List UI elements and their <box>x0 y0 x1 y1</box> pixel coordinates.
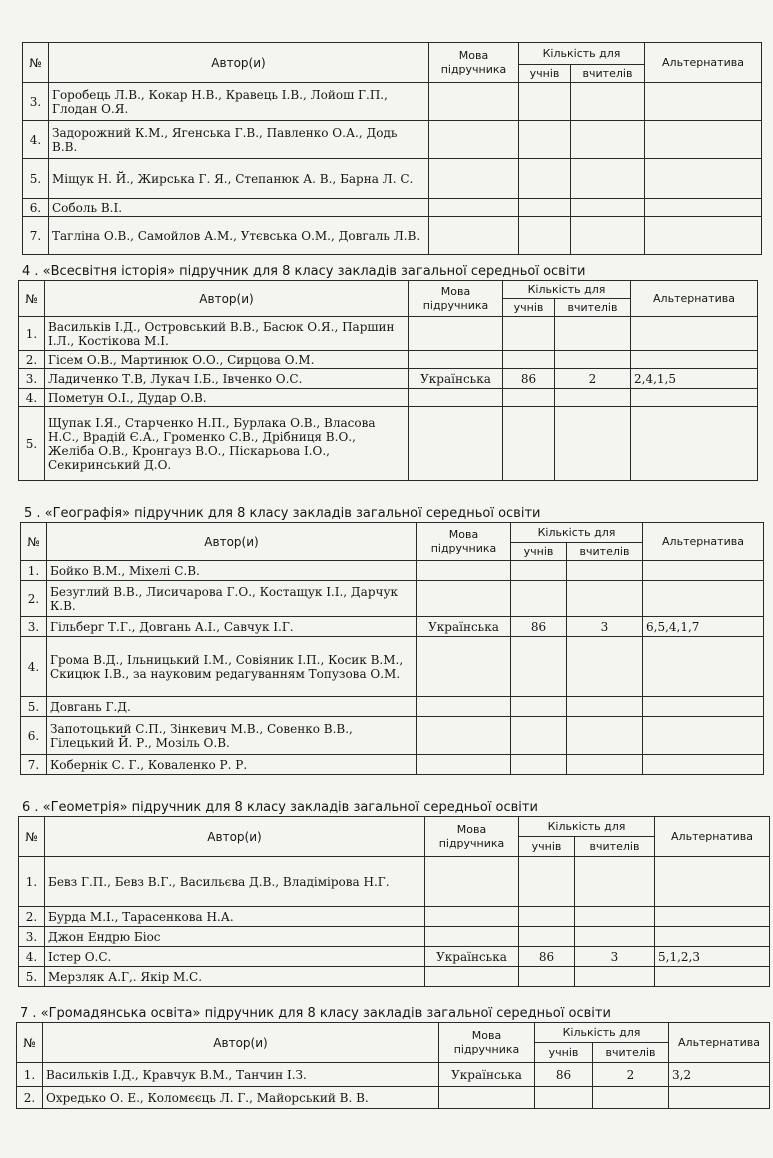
row-teachers <box>567 717 643 755</box>
header-teachers: вчителів <box>575 837 655 857</box>
header-count: Кількість для <box>535 1023 669 1043</box>
row-authors: Істер О.С. <box>45 947 425 967</box>
row-alt <box>645 83 762 121</box>
row-authors: Васильків І.Д., Островський В.В., Басюк О.Я., Паршин І.Л., Костікова М.І. <box>45 317 409 351</box>
row-lang <box>417 561 511 581</box>
row-alt <box>643 755 764 775</box>
table-row <box>19 907 770 927</box>
table-row <box>23 159 762 199</box>
row-teachers <box>571 83 645 121</box>
row-number: 1. <box>21 561 47 581</box>
row-teachers <box>571 199 645 217</box>
row-alt: 2,4,1,5 <box>631 369 758 389</box>
row-authors: Довгань Г.Д. <box>47 697 417 717</box>
row-lang <box>429 199 519 217</box>
row-pupils <box>503 317 555 351</box>
row-alt <box>643 697 764 717</box>
row-pupils: 86 <box>511 617 567 637</box>
row-alt <box>655 967 770 987</box>
row-authors: Соболь В.І. <box>49 199 429 217</box>
table-row <box>23 83 762 121</box>
row-lang <box>417 697 511 717</box>
row-authors: Тагліна О.В., Самойлов А.М., Утєвська О.М., Довгаль Л.В. <box>49 217 429 255</box>
table-row <box>19 927 770 947</box>
row-alt <box>643 637 764 697</box>
row-authors: Гільберг Т.Г., Довгань А.І., Савчук І.Г. <box>47 617 417 637</box>
row-teachers <box>575 857 655 907</box>
row-teachers <box>575 927 655 947</box>
table-row <box>23 217 762 255</box>
row-teachers: 2 <box>593 1063 669 1087</box>
row-number: 3. <box>23 83 49 121</box>
row-pupils <box>519 159 571 199</box>
header-num: № <box>19 281 45 317</box>
row-number: 2. <box>19 907 45 927</box>
header-author: Автор(и) <box>49 43 429 83</box>
table-row <box>21 617 764 637</box>
row-alt <box>631 407 758 481</box>
row-alt: 5,1,2,3 <box>655 947 770 967</box>
header-num: № <box>17 1023 43 1063</box>
row-teachers <box>555 317 631 351</box>
row-lang: Українська <box>409 369 503 389</box>
row-authors: Мерзляк А.Г,. Якір М.С. <box>45 967 425 987</box>
row-teachers: 2 <box>555 369 631 389</box>
row-authors: Пометун О.І., Дудар О.В. <box>45 389 409 407</box>
row-pupils: 86 <box>535 1063 593 1087</box>
row-pupils <box>511 581 567 617</box>
row-number: 6. <box>23 199 49 217</box>
header-alt: Альтернатива <box>645 43 762 83</box>
row-lang <box>417 581 511 617</box>
table-row <box>19 407 758 481</box>
row-pupils <box>535 1087 593 1109</box>
header-lang: Мова підручника <box>429 43 519 83</box>
row-number: 3. <box>19 927 45 947</box>
row-number: 6. <box>21 717 47 755</box>
row-number: 4. <box>19 947 45 967</box>
row-lang: Українська <box>417 617 511 637</box>
row-authors: Бурда М.І., Тарасенкова Н.А. <box>45 907 425 927</box>
row-pupils <box>519 907 575 927</box>
row-alt <box>655 857 770 907</box>
header-author: Автор(и) <box>45 281 409 317</box>
header-teachers: вчителів <box>571 65 645 83</box>
row-pupils <box>519 83 571 121</box>
row-number: 4. <box>19 389 45 407</box>
row-lang: Українська <box>425 947 519 967</box>
row-authors: Ладиченко Т.В, Лукач І.Б., Івченко О.С. <box>45 369 409 389</box>
row-authors: Запотоцький С.П., Зінкевич М.В., Совенко В.В., Гілецький Й. Р., Мозіль О.В. <box>47 717 417 755</box>
row-pupils <box>519 857 575 907</box>
section-title: 4 . «Всесвітня історія» підручник для 8 класу закладів загальної середньої освіти <box>22 264 586 279</box>
row-alt <box>645 217 762 255</box>
row-lang: Українська <box>439 1063 535 1087</box>
header-count: Кількість для <box>503 281 631 299</box>
row-pupils <box>503 351 555 369</box>
row-number: 4. <box>21 637 47 697</box>
row-teachers <box>567 755 643 775</box>
row-teachers: 3 <box>567 617 643 637</box>
table-row <box>19 369 758 389</box>
header-count: Кількість для <box>519 817 655 837</box>
row-pupils <box>511 561 567 581</box>
table-row <box>23 199 762 217</box>
row-pupils <box>503 389 555 407</box>
table-row <box>19 389 758 407</box>
header-lang: Мова підручника <box>439 1023 535 1063</box>
row-number: 1. <box>19 317 45 351</box>
row-lang <box>425 857 519 907</box>
header-lang: Мова підручника <box>409 281 503 317</box>
header-pupils: учнів <box>519 65 571 83</box>
section-title: 5 . «Географія» підручник для 8 класу закладів загальної середньої освіти <box>24 506 541 521</box>
row-lang <box>417 637 511 697</box>
header-alt: Альтернатива <box>655 817 770 857</box>
row-pupils <box>519 121 571 159</box>
textbook-table <box>20 522 764 775</box>
row-lang <box>409 407 503 481</box>
row-pupils: 86 <box>503 369 555 389</box>
row-pupils <box>519 967 575 987</box>
row-teachers <box>593 1087 669 1109</box>
row-pupils <box>511 637 567 697</box>
row-teachers <box>571 121 645 159</box>
header-alt: Альтернатива <box>631 281 758 317</box>
table-row <box>17 1063 770 1087</box>
table-row <box>21 755 764 775</box>
section-3-table-block <box>22 42 762 255</box>
row-teachers <box>555 351 631 369</box>
row-lang <box>429 83 519 121</box>
row-lang <box>425 907 519 927</box>
section-6-block <box>18 800 770 987</box>
row-pupils <box>503 407 555 481</box>
header-author: Автор(и) <box>43 1023 439 1063</box>
textbook-table <box>18 816 770 987</box>
section-5-block <box>20 506 764 775</box>
row-authors: Бойко В.М., Міхелі С.В. <box>47 561 417 581</box>
row-authors: Охредько О. Е., Коломєєць Л. Г., Майорський В. В. <box>43 1087 439 1109</box>
row-lang <box>409 317 503 351</box>
header-pupils: учнів <box>519 837 575 857</box>
row-pupils <box>519 927 575 947</box>
row-authors: Кобернік С. Г., Коваленко Р. Р. <box>47 755 417 775</box>
row-alt <box>631 351 758 369</box>
row-alt: 6,5,4,1,7 <box>643 617 764 637</box>
row-teachers <box>567 581 643 617</box>
row-number: 2. <box>17 1087 43 1109</box>
row-lang <box>409 351 503 369</box>
header-count: Кількість для <box>519 43 645 65</box>
row-teachers <box>575 967 655 987</box>
row-alt <box>643 561 764 581</box>
row-number: 7. <box>21 755 47 775</box>
row-alt <box>655 927 770 947</box>
row-alt <box>645 159 762 199</box>
header-count: Кількість для <box>511 523 643 543</box>
row-lang <box>409 389 503 407</box>
row-alt <box>645 121 762 159</box>
row-pupils <box>519 217 571 255</box>
row-alt <box>669 1087 770 1109</box>
row-alt <box>631 317 758 351</box>
textbook-table <box>22 42 762 255</box>
row-alt <box>643 717 764 755</box>
row-teachers <box>571 159 645 199</box>
header-pupils: учнів <box>503 299 555 317</box>
header-author: Автор(и) <box>47 523 417 561</box>
row-alt <box>643 581 764 617</box>
row-pupils <box>519 199 571 217</box>
row-number: 3. <box>21 617 47 637</box>
table-row <box>21 561 764 581</box>
textbook-table <box>18 280 758 481</box>
row-lang <box>429 121 519 159</box>
row-number: 1. <box>19 857 45 907</box>
row-alt: 3,2 <box>669 1063 770 1087</box>
header-num: № <box>19 817 45 857</box>
row-number: 5. <box>23 159 49 199</box>
row-alt <box>655 907 770 927</box>
row-number: 4. <box>23 121 49 159</box>
row-number: 5. <box>19 407 45 481</box>
row-lang <box>417 755 511 775</box>
header-lang: Мова підручника <box>417 523 511 561</box>
row-teachers <box>567 637 643 697</box>
row-teachers <box>555 407 631 481</box>
row-lang <box>429 217 519 255</box>
textbook-table <box>16 1022 770 1109</box>
row-pupils <box>511 717 567 755</box>
header-num: № <box>23 43 49 83</box>
table-row <box>19 317 758 351</box>
row-lang <box>439 1087 535 1109</box>
row-pupils <box>511 755 567 775</box>
row-authors: Джон Ендрю Біос <box>45 927 425 947</box>
section-title: 6 . «Геометрія» підручник для 8 класу закладів загальної середньої освіти <box>22 800 538 815</box>
row-pupils: 86 <box>519 947 575 967</box>
header-teachers: вчителів <box>555 299 631 317</box>
row-number: 5. <box>19 967 45 987</box>
row-lang <box>429 159 519 199</box>
header-pupils: учнів <box>535 1043 593 1063</box>
table-row <box>19 967 770 987</box>
row-teachers <box>567 697 643 717</box>
row-teachers: 3 <box>575 947 655 967</box>
row-authors: Васильків І.Д., Кравчук В.М., Танчин І.З. <box>43 1063 439 1087</box>
row-lang <box>417 717 511 755</box>
header-alt: Альтернатива <box>669 1023 770 1063</box>
row-number: 2. <box>21 581 47 617</box>
section-7-block <box>16 1006 770 1109</box>
table-row <box>21 581 764 617</box>
table-row <box>19 947 770 967</box>
row-number: 5. <box>21 697 47 717</box>
row-alt <box>631 389 758 407</box>
table-row <box>21 717 764 755</box>
row-number: 3. <box>19 369 45 389</box>
table-row <box>19 351 758 369</box>
row-authors: Гісем О.В., Мартинюк О.О., Сирцова О.М. <box>45 351 409 369</box>
row-alt <box>645 199 762 217</box>
row-number: 1. <box>17 1063 43 1087</box>
table-row <box>21 637 764 697</box>
table-row <box>19 857 770 907</box>
header-author: Автор(и) <box>45 817 425 857</box>
row-authors: Безуглий В.В., Лисичарова Г.О., Костащук І.І., Дарчук К.В. <box>47 581 417 617</box>
header-teachers: вчителів <box>593 1043 669 1063</box>
row-lang <box>425 927 519 947</box>
row-lang <box>425 967 519 987</box>
header-lang: Мова підручника <box>425 817 519 857</box>
header-teachers: вчителів <box>567 543 643 561</box>
table-row <box>17 1087 770 1109</box>
header-num: № <box>21 523 47 561</box>
row-teachers <box>567 561 643 581</box>
table-row <box>21 697 764 717</box>
table-row <box>23 121 762 159</box>
section-4-block <box>18 264 758 481</box>
row-number: 2. <box>19 351 45 369</box>
header-alt: Альтернатива <box>643 523 764 561</box>
row-teachers <box>571 217 645 255</box>
row-authors: Щупак І.Я., Старченко Н.П., Бурлака О.В., Власова Н.С., Врадій Є.А., Громенко С.В., Дрібниця В.О., Желіба О.В., Кронгауз В.О., Піскарьова І.О., Секиринський Д.О. <box>45 407 409 481</box>
row-authors: Горобець Л.В., Кокар Н.В., Кравець І.В., Лойош Г.П., Глодан О.Я. <box>49 83 429 121</box>
row-pupils <box>511 697 567 717</box>
row-authors: Грома В.Д., Ільницький І.М., Совіяник І.П., Косик В.М., Скицюк І.В., за науковим редагуванням Топузова О.М. <box>47 637 417 697</box>
row-number: 7. <box>23 217 49 255</box>
row-authors: Задорожний К.М., Ягенська Г.В., Павленко О.А., Додь В.В. <box>49 121 429 159</box>
row-authors: Бевз Г.П., Бевз В.Г., Васильєва Д.В., Владімірова Н.Г. <box>45 857 425 907</box>
section-title: 7 . «Громадянська освіта» підручник для 8 класу закладів загальної середньої освіти <box>20 1006 611 1021</box>
header-pupils: учнів <box>511 543 567 561</box>
row-teachers <box>555 389 631 407</box>
row-teachers <box>575 907 655 927</box>
row-authors: Міщук Н. Й., Жирська Г. Я., Степанюк А. В., Барна Л. С. <box>49 159 429 199</box>
